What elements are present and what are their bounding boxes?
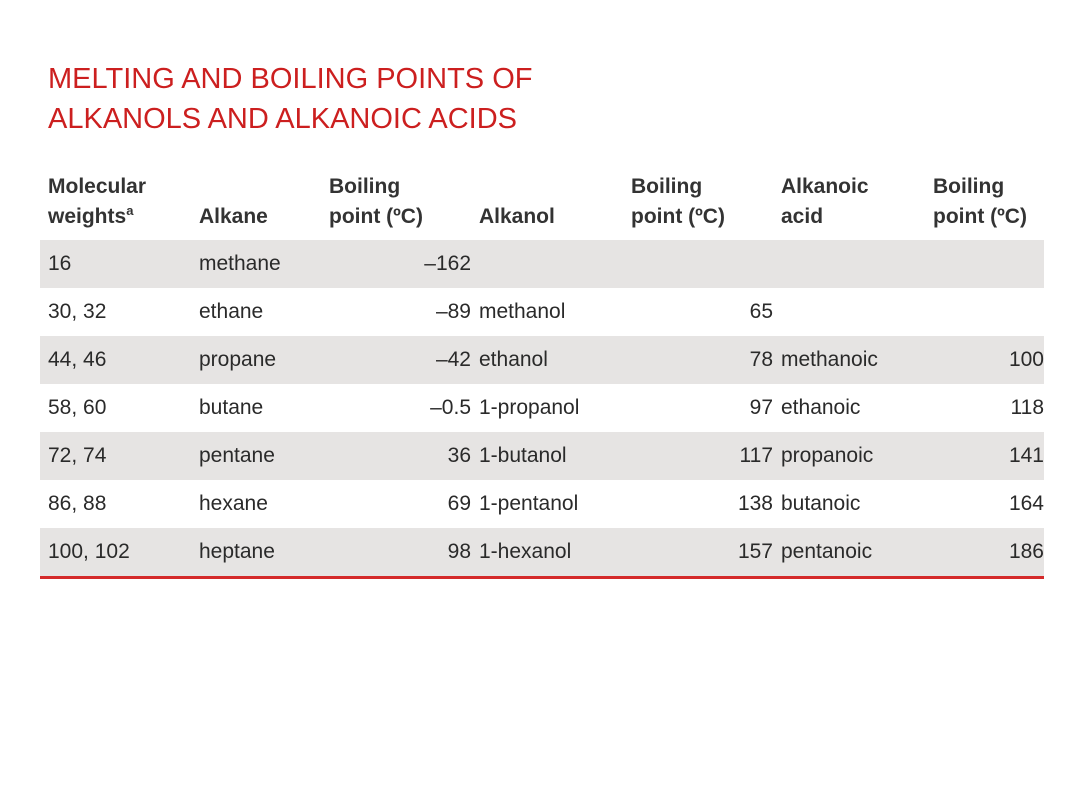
cell-molecular-weights: 44, 46 bbox=[40, 336, 191, 384]
table-row bbox=[40, 336, 1044, 384]
cell-molecular-weights: 72, 74 bbox=[40, 432, 191, 480]
cell-alkanol-boiling-point bbox=[623, 240, 773, 288]
cell-alkane-boiling-point: 36 bbox=[321, 432, 471, 480]
cell-alkanol-boiling-point: 97 bbox=[623, 384, 773, 432]
cell-alkane-boiling-point: –162 bbox=[321, 240, 471, 288]
cell-alkanol: methanol bbox=[471, 288, 623, 336]
col-header-alkanol-bp-line2: point (ºC) bbox=[631, 205, 725, 228]
title-line-1: MELTING AND BOILING POINTS OF bbox=[48, 63, 533, 95]
cell-alkanol-boiling-point: 117 bbox=[623, 432, 773, 480]
cell-alkanol bbox=[471, 240, 623, 288]
col-header-alkanoic-acid bbox=[773, 160, 925, 240]
cell-alkane-boiling-point: –89 bbox=[321, 288, 471, 336]
cell-alkane-boiling-point: –42 bbox=[321, 336, 471, 384]
cell-alkane: butane bbox=[191, 384, 321, 432]
cell-acid-boiling-point bbox=[925, 240, 1044, 288]
cell-molecular-weights: 30, 32 bbox=[40, 288, 191, 336]
footnote-marker: a bbox=[126, 203, 134, 218]
cell-alkanoic-acid: methanoic bbox=[773, 336, 925, 384]
cell-molecular-weights: 100, 102 bbox=[40, 528, 191, 578]
page-title bbox=[48, 59, 768, 139]
col-header-alkanol-boiling-point bbox=[623, 160, 773, 240]
boiling-points-table-container bbox=[40, 160, 1044, 579]
table-header bbox=[40, 160, 1044, 240]
cell-alkane-boiling-point: –0.5 bbox=[321, 384, 471, 432]
cell-alkanol-boiling-point: 65 bbox=[623, 288, 773, 336]
cell-acid-boiling-point: 118 bbox=[925, 384, 1044, 432]
cell-alkanoic-acid bbox=[773, 240, 925, 288]
col-header-acid-bp-line1: Boiling bbox=[933, 175, 1005, 198]
cell-alkanol-boiling-point: 138 bbox=[623, 480, 773, 528]
cell-acid-boiling-point bbox=[925, 288, 1044, 336]
cell-acid-boiling-point: 141 bbox=[925, 432, 1044, 480]
cell-alkanol: 1-propanol bbox=[471, 384, 623, 432]
cell-alkane: propane bbox=[191, 336, 321, 384]
table-row bbox=[40, 384, 1044, 432]
table-body bbox=[40, 240, 1044, 578]
cell-alkanoic-acid: butanoic bbox=[773, 480, 925, 528]
col-header-alkanol bbox=[471, 160, 623, 240]
col-header-alkane-boiling-point bbox=[321, 160, 471, 240]
col-header-molecular-weights bbox=[40, 160, 191, 240]
cell-acid-boiling-point: 100 bbox=[925, 336, 1044, 384]
cell-acid-boiling-point: 164 bbox=[925, 480, 1044, 528]
table-row bbox=[40, 288, 1044, 336]
cell-alkane-boiling-point: 69 bbox=[321, 480, 471, 528]
col-header-molecular-weights-text: weights bbox=[48, 205, 127, 228]
col-header-alkane-bp-line1: Boiling bbox=[329, 175, 401, 198]
col-header-molecular-weights-line2 bbox=[48, 202, 191, 232]
col-header-acid-boiling-point bbox=[925, 160, 1044, 240]
cell-alkanoic-acid: propanoic bbox=[773, 432, 925, 480]
table-row bbox=[40, 480, 1044, 528]
cell-alkanol: 1-hexanol bbox=[471, 528, 623, 578]
cell-alkanoic-acid bbox=[773, 288, 925, 336]
cell-molecular-weights: 86, 88 bbox=[40, 480, 191, 528]
cell-alkane: methane bbox=[191, 240, 321, 288]
cell-alkanol: 1-butanol bbox=[471, 432, 623, 480]
col-header-alkane-label: Alkane bbox=[199, 205, 268, 228]
cell-alkane: heptane bbox=[191, 528, 321, 578]
table-row bbox=[40, 432, 1044, 480]
cell-acid-boiling-point: 186 bbox=[925, 528, 1044, 578]
col-header-acid-line1: Alkanoic bbox=[781, 175, 869, 198]
cell-alkanol: ethanol bbox=[471, 336, 623, 384]
cell-alkanol-boiling-point: 78 bbox=[623, 336, 773, 384]
col-header-alkane bbox=[191, 160, 321, 240]
cell-molecular-weights: 16 bbox=[40, 240, 191, 288]
cell-alkane: hexane bbox=[191, 480, 321, 528]
cell-alkane: ethane bbox=[191, 288, 321, 336]
cell-alkanoic-acid: pentanoic bbox=[773, 528, 925, 578]
col-header-molecular-weights-line1: Molecular bbox=[48, 175, 147, 198]
col-header-acid-line2: acid bbox=[781, 205, 824, 228]
cell-molecular-weights: 58, 60 bbox=[40, 384, 191, 432]
cell-alkane-boiling-point: 98 bbox=[321, 528, 471, 578]
col-header-alkanol-bp-line1: Boiling bbox=[631, 175, 703, 198]
header-row bbox=[40, 160, 1044, 240]
table-row bbox=[40, 240, 1044, 288]
title-line-2: ALKANOLS AND ALKANOIC ACIDS bbox=[48, 103, 518, 135]
col-header-acid-bp-line2: point (ºC) bbox=[933, 205, 1027, 228]
col-header-alkanol-label: Alkanol bbox=[479, 205, 555, 228]
table-row bbox=[40, 528, 1044, 578]
cell-alkanoic-acid: ethanoic bbox=[773, 384, 925, 432]
cell-alkanol: 1-pentanol bbox=[471, 480, 623, 528]
cell-alkanol-boiling-point: 157 bbox=[623, 528, 773, 578]
col-header-alkane-bp-line2: point (ºC) bbox=[329, 205, 423, 228]
boiling-points-table bbox=[40, 160, 1044, 579]
cell-alkane: pentane bbox=[191, 432, 321, 480]
